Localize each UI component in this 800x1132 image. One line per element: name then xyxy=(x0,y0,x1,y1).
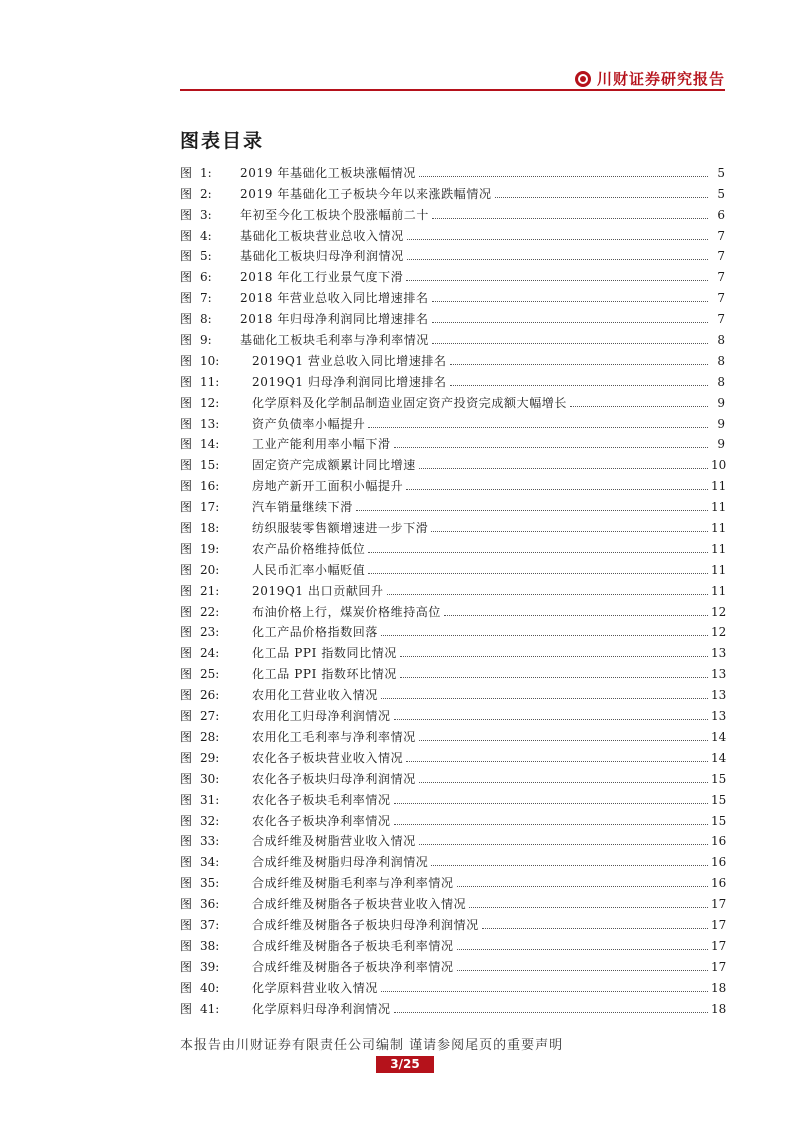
figure-number: 20: xyxy=(200,562,220,577)
dot-leader xyxy=(407,259,708,260)
page-number: 7 xyxy=(717,312,725,327)
page-number: 11 xyxy=(711,583,727,598)
figure-number: 9: xyxy=(200,333,212,348)
toc-entry[interactable] xyxy=(180,808,725,829)
figure-number: 21: xyxy=(200,583,220,598)
figure-number: 4: xyxy=(200,228,212,243)
toc-entry[interactable] xyxy=(180,473,725,494)
figure-label: 图 xyxy=(180,959,193,974)
figure-label: 图 xyxy=(180,186,193,201)
page-number: 17 xyxy=(711,897,727,912)
figure-number: 15: xyxy=(200,458,220,473)
figure-label: 图 xyxy=(180,521,193,536)
page-number: 5 xyxy=(717,165,725,180)
figure-number: 33: xyxy=(200,834,220,849)
toc-entry[interactable] xyxy=(180,682,725,703)
figure-title: 农化各子板块毛利率情况 xyxy=(252,792,391,807)
dot-leader xyxy=(381,635,708,636)
figure-title: 2018 年归母净利润同比增速排名 xyxy=(240,312,429,327)
figure-number: 7: xyxy=(200,291,212,306)
figure-title: 房地产新开工面积小幅提升 xyxy=(252,479,404,494)
toc-entry[interactable] xyxy=(180,640,725,661)
figure-title: 2019Q1 归母净利润同比增速排名 xyxy=(252,374,447,389)
toc-entry[interactable] xyxy=(180,181,725,202)
page-number: 11 xyxy=(711,500,727,515)
page-number: 11 xyxy=(711,479,727,494)
page-number: 7 xyxy=(717,249,725,264)
figure-label: 图 xyxy=(180,228,193,243)
page-number: 17 xyxy=(711,959,727,974)
toc-entry[interactable] xyxy=(180,432,725,453)
page-number: 8 xyxy=(717,333,725,348)
figure-title: 工业产能利用率小幅下滑 xyxy=(252,437,391,452)
figure-title: 布油价格上行，煤炭价格维持高位 xyxy=(252,604,442,619)
figure-title: 人民币汇率小幅贬值 xyxy=(252,562,366,577)
page-number: 12 xyxy=(711,625,727,640)
figure-label: 图 xyxy=(180,980,193,995)
figure-label: 图 xyxy=(180,750,193,765)
figure-label: 图 xyxy=(180,165,193,180)
toc-entry[interactable] xyxy=(180,891,725,912)
page-header xyxy=(180,62,725,92)
figure-number: 24: xyxy=(200,646,220,661)
toc-entry[interactable] xyxy=(180,933,725,954)
dot-leader xyxy=(431,865,708,866)
toc-entry[interactable] xyxy=(180,160,725,181)
figure-number: 10: xyxy=(200,353,220,368)
figure-title: 化工品 PPI 指数环比情况 xyxy=(252,667,397,682)
toc-entry[interactable] xyxy=(180,912,725,933)
figure-title: 农产品价格维持低位 xyxy=(252,541,366,556)
page-number: 11 xyxy=(711,541,727,556)
figure-label: 图 xyxy=(180,416,193,431)
figure-title: 年初至今化工板块个股涨幅前二十 xyxy=(240,207,430,222)
figure-title: 固定资产完成额累计同比增速 xyxy=(252,458,416,473)
page-number: 7 xyxy=(717,270,725,285)
figure-title: 纺织服装零售额增速进一步下滑 xyxy=(252,521,429,536)
dot-leader xyxy=(419,844,708,845)
figure-number: 34: xyxy=(200,855,220,870)
figure-label: 图 xyxy=(180,500,193,515)
figure-title: 农用化工归母净利润情况 xyxy=(252,709,391,724)
figure-label: 图 xyxy=(180,395,193,410)
dot-leader xyxy=(450,385,708,386)
toc-entry[interactable] xyxy=(180,599,725,620)
figure-number: 6: xyxy=(200,270,212,285)
toc-entry[interactable] xyxy=(180,264,725,285)
toc-entry[interactable] xyxy=(180,870,725,891)
page-number: 13 xyxy=(711,688,727,703)
page-number: 15 xyxy=(711,771,727,786)
toc-entry[interactable] xyxy=(180,578,725,599)
figure-number: 5: xyxy=(200,249,212,264)
figure-title: 2019Q1 营业总收入同比增速排名 xyxy=(252,353,447,368)
figure-number: 39: xyxy=(200,959,220,974)
dot-leader xyxy=(419,740,708,741)
brand-name: 川财证券研究报告 xyxy=(596,70,725,88)
dot-leader xyxy=(381,698,708,699)
figure-label: 图 xyxy=(180,604,193,619)
dot-leader xyxy=(394,803,708,804)
page-number: 17 xyxy=(711,917,727,932)
dot-leader xyxy=(394,1012,708,1013)
figure-label: 图 xyxy=(180,855,193,870)
figure-label: 图 xyxy=(180,646,193,661)
figure-title: 2018 年化工行业景气度下滑 xyxy=(240,270,404,285)
figure-number: 14: xyxy=(200,437,220,452)
toc-entry[interactable] xyxy=(180,369,725,390)
figure-number: 11: xyxy=(200,374,220,389)
dot-leader xyxy=(432,322,708,323)
figure-label: 图 xyxy=(180,876,193,891)
logo-icon xyxy=(575,71,591,87)
figure-number: 30: xyxy=(200,771,220,786)
figure-number: 22: xyxy=(200,604,220,619)
figure-number: 12: xyxy=(200,395,220,410)
figure-number: 31: xyxy=(200,792,220,807)
page-number: 16 xyxy=(711,876,727,891)
page-number: 15 xyxy=(711,813,727,828)
figure-title: 2019Q1 出口贡献回升 xyxy=(252,583,384,598)
page-number: 14 xyxy=(711,729,727,744)
dot-leader xyxy=(457,886,708,887)
footer-disclaimer: 本报告由川财证券有限责任公司编制 谨请参阅尾页的重要声明 xyxy=(180,1038,564,1053)
figure-label: 图 xyxy=(180,771,193,786)
toc-entry[interactable] xyxy=(180,515,725,536)
page-number: 16 xyxy=(711,855,727,870)
toc-entry[interactable] xyxy=(180,390,725,411)
dot-leader xyxy=(368,427,708,428)
brand xyxy=(575,68,725,89)
dot-leader xyxy=(450,364,708,365)
toc-entry[interactable] xyxy=(180,223,725,244)
dot-leader xyxy=(394,447,708,448)
toc-entry[interactable] xyxy=(180,766,725,787)
figure-label: 图 xyxy=(180,458,193,473)
figure-number: 25: xyxy=(200,667,220,682)
figure-title: 化学原料归母净利润情况 xyxy=(252,1001,391,1016)
page-number: 16 xyxy=(711,834,727,849)
figure-label: 图 xyxy=(180,792,193,807)
toc-entry[interactable] xyxy=(180,620,725,641)
figure-title: 合成纤维及树脂各子板块净利率情况 xyxy=(252,959,454,974)
figure-label: 图 xyxy=(180,709,193,724)
page-number: 7 xyxy=(717,291,725,306)
figure-number: 1: xyxy=(200,165,212,180)
figure-title: 基础化工板块归母净利润情况 xyxy=(240,249,404,264)
page-number: 11 xyxy=(711,562,727,577)
figure-label: 图 xyxy=(180,562,193,577)
toc-entry[interactable] xyxy=(180,536,725,557)
page-number: 6 xyxy=(717,207,725,222)
dot-leader xyxy=(400,677,708,678)
figure-label: 图 xyxy=(180,374,193,389)
figure-label: 图 xyxy=(180,583,193,598)
page-number: 13 xyxy=(711,646,727,661)
dot-leader xyxy=(482,928,708,929)
page-number: 8 xyxy=(717,374,725,389)
figure-label: 图 xyxy=(180,270,193,285)
figure-number: 41: xyxy=(200,1001,220,1016)
figure-title: 化工品 PPI 指数同比情况 xyxy=(252,646,397,661)
figure-number: 8: xyxy=(200,312,212,327)
dot-leader xyxy=(431,531,708,532)
toc-entry[interactable] xyxy=(180,975,725,996)
figure-title: 基础化工板块营业总收入情况 xyxy=(240,228,404,243)
figure-label: 图 xyxy=(180,897,193,912)
page-number: 9 xyxy=(717,395,725,410)
page-number: 14 xyxy=(711,750,727,765)
figure-label: 图 xyxy=(180,333,193,348)
figure-title: 合成纤维及树脂归母净利润情况 xyxy=(252,855,429,870)
dot-leader xyxy=(570,406,708,407)
figure-label: 图 xyxy=(180,541,193,556)
toc-entry[interactable] xyxy=(180,285,725,306)
figure-title: 农化各子板块净利率情况 xyxy=(252,813,391,828)
dot-leader xyxy=(394,824,708,825)
page-number: 5 xyxy=(717,186,725,201)
dot-leader xyxy=(432,301,708,302)
figure-title: 农用化工毛利率与净利率情况 xyxy=(252,729,416,744)
page-number: 10 xyxy=(711,458,727,473)
figure-title: 农化各子板块营业收入情况 xyxy=(252,750,404,765)
header-divider xyxy=(180,89,725,91)
dot-leader xyxy=(457,970,708,971)
figure-title: 化学原料及化学制品制造业固定资产投资完成额大幅增长 xyxy=(252,395,568,410)
toc-entry[interactable] xyxy=(180,724,725,745)
figure-label: 图 xyxy=(180,1001,193,1016)
dot-leader xyxy=(407,239,708,240)
page-number: 8 xyxy=(717,353,725,368)
figure-number: 3: xyxy=(200,207,212,222)
page-indicator: 3/25 xyxy=(376,1056,434,1073)
page-number: 18 xyxy=(711,1001,727,1016)
dot-leader xyxy=(432,218,708,219)
dot-leader xyxy=(495,197,708,198)
figure-title: 2019 年基础化工子板块今年以来涨跌幅情况 xyxy=(240,186,492,201)
figure-title: 2019 年基础化工板块涨幅情况 xyxy=(240,165,416,180)
dot-leader xyxy=(444,615,708,616)
figure-title: 合成纤维及树脂各子板块毛利率情况 xyxy=(252,938,454,953)
figure-label: 图 xyxy=(180,729,193,744)
figure-number: 37: xyxy=(200,917,220,932)
figure-label: 图 xyxy=(180,353,193,368)
dot-leader xyxy=(387,594,708,595)
page-number: 13 xyxy=(711,667,727,682)
figure-number: 2: xyxy=(200,186,212,201)
figure-title: 化学原料营业收入情况 xyxy=(252,980,379,995)
figure-number: 40: xyxy=(200,980,220,995)
figure-title: 2018 年营业总收入同比增速排名 xyxy=(240,291,429,306)
page-number: 9 xyxy=(717,437,725,452)
figure-title: 基础化工板块毛利率与净利率情况 xyxy=(240,333,430,348)
dot-leader xyxy=(419,468,708,469)
figure-number: 19: xyxy=(200,541,220,556)
figure-number: 36: xyxy=(200,897,220,912)
page-number: 17 xyxy=(711,938,727,953)
toc-entry[interactable] xyxy=(180,411,725,432)
toc-entry[interactable] xyxy=(180,996,725,1017)
figure-label: 图 xyxy=(180,688,193,703)
dot-leader xyxy=(368,552,708,553)
toc-entry[interactable] xyxy=(180,954,725,975)
figure-number: 32: xyxy=(200,813,220,828)
figure-title: 农化各子板块归母净利润情况 xyxy=(252,771,416,786)
figure-label: 图 xyxy=(180,625,193,640)
dot-leader xyxy=(432,343,708,344)
dot-leader xyxy=(381,991,708,992)
figure-label: 图 xyxy=(180,667,193,682)
figure-title: 农用化工营业收入情况 xyxy=(252,688,379,703)
figure-label: 图 xyxy=(180,312,193,327)
figure-label: 图 xyxy=(180,479,193,494)
figure-label: 图 xyxy=(180,249,193,264)
dot-leader xyxy=(457,949,708,950)
page-number: 13 xyxy=(711,709,727,724)
page-number: 9 xyxy=(717,416,725,431)
figure-number: 23: xyxy=(200,625,220,640)
section-title: 图表目录 xyxy=(180,130,265,152)
toc-entry[interactable] xyxy=(180,452,725,473)
dot-leader xyxy=(400,656,708,657)
dot-leader xyxy=(419,176,708,177)
page-number: 15 xyxy=(711,792,727,807)
figure-number: 29: xyxy=(200,750,220,765)
dot-leader xyxy=(406,489,708,490)
dot-leader xyxy=(368,573,708,574)
toc-entry[interactable] xyxy=(180,745,725,766)
figure-title: 合成纤维及树脂各子板块营业收入情况 xyxy=(252,897,467,912)
figure-number: 16: xyxy=(200,479,220,494)
dot-leader xyxy=(394,719,708,720)
figure-label: 图 xyxy=(180,207,193,222)
toc-entry[interactable] xyxy=(180,787,725,808)
figure-label: 图 xyxy=(180,437,193,452)
toc-entry[interactable] xyxy=(180,306,725,327)
figure-label: 图 xyxy=(180,291,193,306)
page-number: 12 xyxy=(711,604,727,619)
figure-title: 合成纤维及树脂营业收入情况 xyxy=(252,834,416,849)
figure-title: 合成纤维及树脂各子板块归母净利润情况 xyxy=(252,917,479,932)
figure-number: 27: xyxy=(200,709,220,724)
toc-entry[interactable] xyxy=(180,829,725,850)
figure-number: 35: xyxy=(200,876,220,891)
figure-label: 图 xyxy=(180,813,193,828)
page-number: 7 xyxy=(717,228,725,243)
figure-label: 图 xyxy=(180,938,193,953)
page-number: 11 xyxy=(711,521,727,536)
toc-entry[interactable] xyxy=(180,703,725,724)
figure-number: 26: xyxy=(200,688,220,703)
dot-leader xyxy=(406,761,708,762)
figure-number: 17: xyxy=(200,500,220,515)
toc-entry[interactable] xyxy=(180,244,725,265)
figure-label: 图 xyxy=(180,834,193,849)
toc-entry[interactable] xyxy=(180,557,725,578)
dot-leader xyxy=(469,907,708,908)
toc-entry[interactable] xyxy=(180,661,725,682)
toc-entry[interactable] xyxy=(180,348,725,369)
figure-title: 资产负债率小幅提升 xyxy=(252,416,366,431)
figure-label: 图 xyxy=(180,917,193,932)
toc-entry[interactable] xyxy=(180,327,725,348)
toc-entry[interactable] xyxy=(180,202,725,223)
toc-entry[interactable] xyxy=(180,494,725,515)
dot-leader xyxy=(406,280,708,281)
figure-title: 化工产品价格指数回落 xyxy=(252,625,379,640)
dot-leader xyxy=(419,782,708,783)
figure-title: 汽车销量继续下滑 xyxy=(252,500,353,515)
figure-number: 38: xyxy=(200,938,220,953)
toc-entry[interactable] xyxy=(180,849,725,870)
figure-title: 合成纤维及树脂毛利率与净利率情况 xyxy=(252,876,454,891)
page-number: 18 xyxy=(711,980,727,995)
figure-number: 28: xyxy=(200,729,220,744)
figure-number: 13: xyxy=(200,416,220,431)
figure-number: 18: xyxy=(200,521,220,536)
dot-leader xyxy=(356,510,708,511)
figure-toc-list xyxy=(180,160,725,1017)
